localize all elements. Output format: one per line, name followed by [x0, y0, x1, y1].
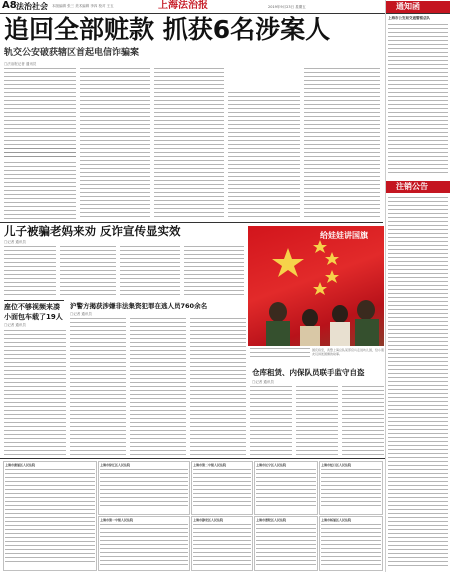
- flag-stars-icon: [248, 226, 384, 346]
- section-divider-3: [0, 458, 385, 459]
- ad-head: 上海市普陀区人民法院: [256, 518, 287, 522]
- ad-body: [5, 469, 95, 565]
- lead-byline: □法治报记者 通讯员: [4, 62, 37, 66]
- ad-head: 上海市第一中级人民法院: [100, 518, 134, 522]
- lead-body-col-4: [228, 92, 300, 218]
- ad-cell-3: [98, 516, 190, 571]
- ad-head: 上海市第二中级人民法院: [193, 463, 227, 467]
- story4-headline: 沪警方揭获涉嫌非法集资犯罪在逃人员760余名: [70, 302, 208, 310]
- notice-body: [388, 24, 448, 174]
- ad-body: [193, 524, 251, 566]
- photo-credit: [250, 348, 310, 360]
- ad-head: 上海市虹口区人民法院: [321, 463, 352, 467]
- story2-headline: 儿子被骗老妈来劝 反诈宣传显实效: [4, 224, 181, 238]
- section-code: A8: [2, 0, 17, 11]
- story5-body-col-3: [342, 386, 384, 456]
- lead-body-col-2: [80, 68, 150, 218]
- ad-cell-6: [254, 461, 318, 515]
- notice-header: 通知函: [386, 1, 450, 13]
- story5-byline: □记者 通讯员: [252, 380, 274, 384]
- ad-cell-4: [191, 461, 253, 515]
- ad-cell-7: [254, 516, 318, 571]
- notices-grid: [3, 461, 383, 571]
- ad-cell-8: [319, 461, 383, 515]
- ad-head: 上海市徐汇区人民法院: [100, 463, 131, 467]
- lead-callout: [4, 148, 76, 162]
- story4-byline: □记者 通讯员: [70, 312, 92, 316]
- masthead: [0, 0, 450, 14]
- paper-name: 上海法治报: [158, 0, 208, 11]
- story2-body-col-1: [4, 246, 56, 298]
- story4-body-col-2: [130, 318, 186, 456]
- sidebar: [385, 0, 450, 572]
- lead-body-col-1b: [4, 162, 76, 220]
- section-divider-1: [0, 222, 383, 223]
- lead-body-col-3: [154, 68, 224, 218]
- story2-body-col-2: [60, 246, 116, 298]
- story2-body-col-3: [120, 246, 180, 298]
- story2-byline: □记者 通讯员: [4, 240, 26, 244]
- ad-cell-5: [191, 516, 253, 571]
- ad-body: [321, 524, 381, 566]
- story4-body-col-1: [70, 318, 126, 456]
- photo-flag-lesson: [248, 226, 384, 346]
- section-title: 法治社会: [16, 2, 48, 11]
- ad-cell-1: [3, 461, 97, 571]
- cancel-body: [388, 197, 448, 567]
- notice-subheader: 上海市公安局交通警察总队: [388, 16, 430, 20]
- story2-body-col-4: [184, 246, 244, 298]
- ad-cell-9: [319, 516, 383, 571]
- section-sub-info: 本版编辑 张三 美术编辑 李四 校对 王五: [52, 4, 114, 8]
- photo-title: 给娃娃讲国旗: [320, 231, 368, 240]
- story4-body-col-3: [190, 318, 246, 456]
- section-divider-2: [4, 300, 64, 301]
- ad-body: [100, 524, 188, 566]
- lead-body-col-5: [304, 68, 380, 218]
- ad-head: 上海市黄浦区人民法院: [5, 463, 36, 467]
- lead-body-col-1: [4, 68, 76, 148]
- photo-caption: 国庆将至，武警上海总队某部官兵走进幼儿园，给小朋友们讲述国旗的故事。: [312, 348, 384, 356]
- story3-headline-line2: 小面包车载了19人: [4, 313, 63, 321]
- date-line: 2019年9月23日 星期五: [268, 5, 306, 9]
- lead-headline: 追回全部赃款 抓获6名涉案人: [4, 15, 331, 44]
- ad-head: 上海市静安区人民法院: [193, 518, 224, 522]
- story5-headline: 仓库租赁、内保队员联手监守自盗: [252, 368, 365, 377]
- story5-body-col-1: [250, 386, 292, 456]
- cancel-header: 注销公告: [386, 181, 450, 193]
- story3-headline-line1: 座位不够视频来凑: [4, 303, 60, 311]
- story5-body-col-2: [296, 386, 338, 456]
- ad-head: 上海市杨浦区人民法院: [321, 518, 352, 522]
- ad-body: [193, 469, 251, 509]
- story3-body: [4, 330, 66, 456]
- story3-byline: □记者 通讯员: [4, 323, 26, 327]
- ad-body: [256, 469, 316, 509]
- ad-cell-2: [98, 461, 190, 515]
- ad-head: 上海市长宁区人民法院: [256, 463, 287, 467]
- ad-body: [256, 524, 316, 566]
- ad-body: [100, 469, 188, 509]
- ad-body: [321, 469, 381, 509]
- lead-subhead: 轨交公安破获辖区首起电信诈骗案: [4, 48, 140, 58]
